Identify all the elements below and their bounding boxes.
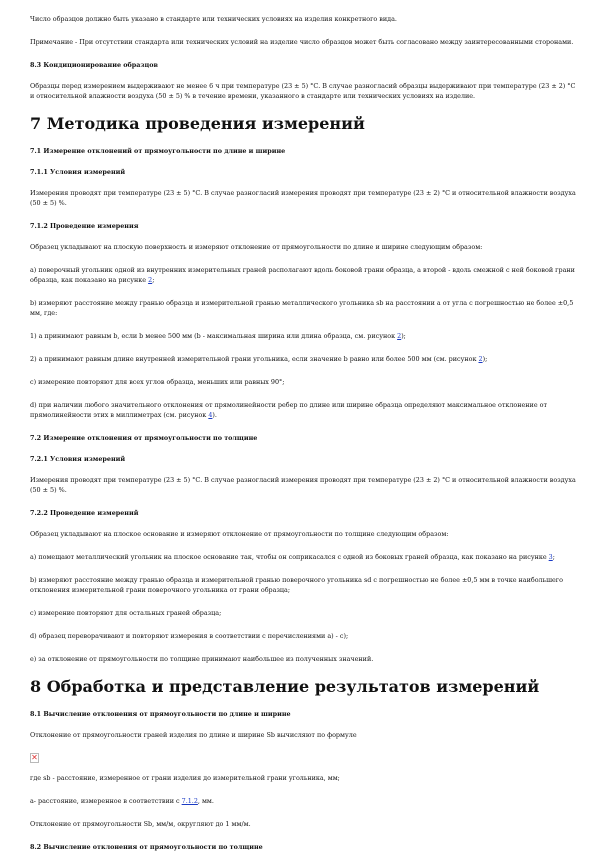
paragraph: Отклонение от прямоугольности граней изделия по длине и ширине Sb вычисляют по формуле (30, 731, 357, 739)
paragraph: Образец укладывают на плоское основание и измеряют отклонение от прямоугольности по толщине следующим образом: (30, 530, 449, 538)
subsection-heading: 7.2.1 Условия измерений (30, 455, 126, 463)
section-title-8: 8 Обработка и представление результатов измерений (30, 677, 540, 696)
broken-image-icon: ✕ (31, 753, 38, 762)
figure-link[interactable]: 2 (148, 276, 153, 284)
list-item: b) измеряют расстояние между гранью образца и измерительной гранью поверочного угольника sd с погрешностью не более ±0,5 мм в точке наибольшего отклонения измерительной грани поверочного угольника от грани образца; (30, 576, 564, 594)
paragraph: Образцы перед измерением выдерживают не менее 6 ч при температуре (23 ± 5) °С. В случае разногласий образцы выдерживают при температуре (23 ± 2) °С и относительной влажности воздуха (50 ± 5) % в течение времени, указанного в стандарте или технических условиях на изделие. (30, 82, 576, 100)
list-item: d) при наличии любого значительного отклонения от прямолинейности ребер по длине или ширине образца определяют максимальное отклонение от прямолинейности этих в миллиметрах (см. рисунок 4). (30, 401, 548, 419)
paragraph: а- расстояние, измеренное в соответствии с 7.1.2, мм. (30, 797, 214, 805)
subsection-heading: 7.1.2 Проведение измерения (30, 222, 139, 230)
paragraph: Образец укладывают на плоскую поверхность и измеряют отклонение от прямоугольности по длине и ширине следующим образом: (30, 243, 483, 251)
subsection-heading: 7.1.1 Условия измерений (30, 168, 126, 176)
list-item: с) измерение повторяют для всех углов образца, меньших или равных 90°; (30, 378, 285, 386)
list-item: а) поверочный угольник одной из внутренних измерительных граней располагают вдоль боковой грани образца, а второй - вдоль смежной с ней боковой грани образца, как показано на рисунке 2; (30, 266, 575, 284)
subsection-heading: 8.2 Вычисление отклонения от прямоугольности по толщине (30, 843, 263, 851)
section-heading: 8.3 Кондиционирование образцов (30, 61, 158, 69)
figure-link[interactable]: 4 (208, 411, 213, 419)
subsection-heading: 7.2.2 Проведение измерений (30, 509, 139, 517)
list-item: b) измеряют расстояние между гранью образца и измерительной гранью металлического угольника sb на расстоянии a от угла с погрешностью не более ±0,5 мм, где: (30, 299, 574, 317)
subsection-heading: 7.1 Измерение отклонений от прямоугольности по длине и ширине (30, 147, 286, 155)
figure-link[interactable]: 2 (478, 355, 483, 363)
subsection-heading: 7.2 Измерение отклонения от прямоугольности по толщине (30, 434, 258, 442)
paragraph: Измерения проводят при температуре (23 ± 5) °С. В случае разногласий измерения проводят при температуре (23 ± 2) °С и относительной влажности воздуха (50 ± 5) %. (30, 189, 576, 207)
paragraph: Измерения проводят при температуре (23 ± 5) °С. В случае разногласий измерения проводят при температуре (23 ± 2) °С и относительной влажности воздуха (50 ± 5) %. (30, 476, 576, 494)
list-item: 1) а принимают равным b, если b менее 500 мм (b - максимальная ширина или длина образца, см. рисунок 2); (30, 332, 406, 340)
note-paragraph: Примечание - При отсутствии стандарта или технических условий на изделие число образцов может быть согласовано между заинтересованными сторонами. (30, 38, 574, 46)
paragraph: Отклонение от прямоугольности Sb, мм/м, округляют до 1 мм/м. (30, 820, 251, 828)
list-item: d) образец переворачивают и повторяют измерения в соответствии с перечислениями а) - с); (30, 632, 349, 640)
figure-link[interactable]: 2 (397, 332, 402, 340)
paragraph: Число образцов должно быть указано в стандарте или технических условиях на изделия конкретного вида. (30, 15, 397, 23)
formula-image (30, 753, 578, 763)
paragraph: где sb - расстояние, измеренное от грани изделия до измерительной грани угольника, мм; (30, 774, 340, 782)
list-item: а) помещают металлический угольник на плоское основание так, чтобы он соприкасался с одной из боковых граней образца, как показано на рисунке 3; (30, 553, 555, 561)
list-item: е) за отклонение от прямоугольности по толщине принимают наибольшее из полученных значений. (30, 655, 374, 663)
section-link[interactable]: 7.1.2 (181, 797, 198, 805)
section-title-7: 7 Методика проведения измерений (30, 114, 365, 133)
list-item: 2) а принимают равным длине внутренней измерительной грани угольника, если значение b равно или более 500 мм (см. рисунок 2); (30, 355, 488, 363)
document-page (30, 14, 578, 863)
figure-link[interactable]: 3 (548, 553, 553, 561)
subsection-heading: 8.1 Вычисление отклонения от прямоугольности по длине и ширине (30, 710, 291, 718)
list-item: с) измерение повторяют для остальных граней образца; (30, 609, 222, 617)
